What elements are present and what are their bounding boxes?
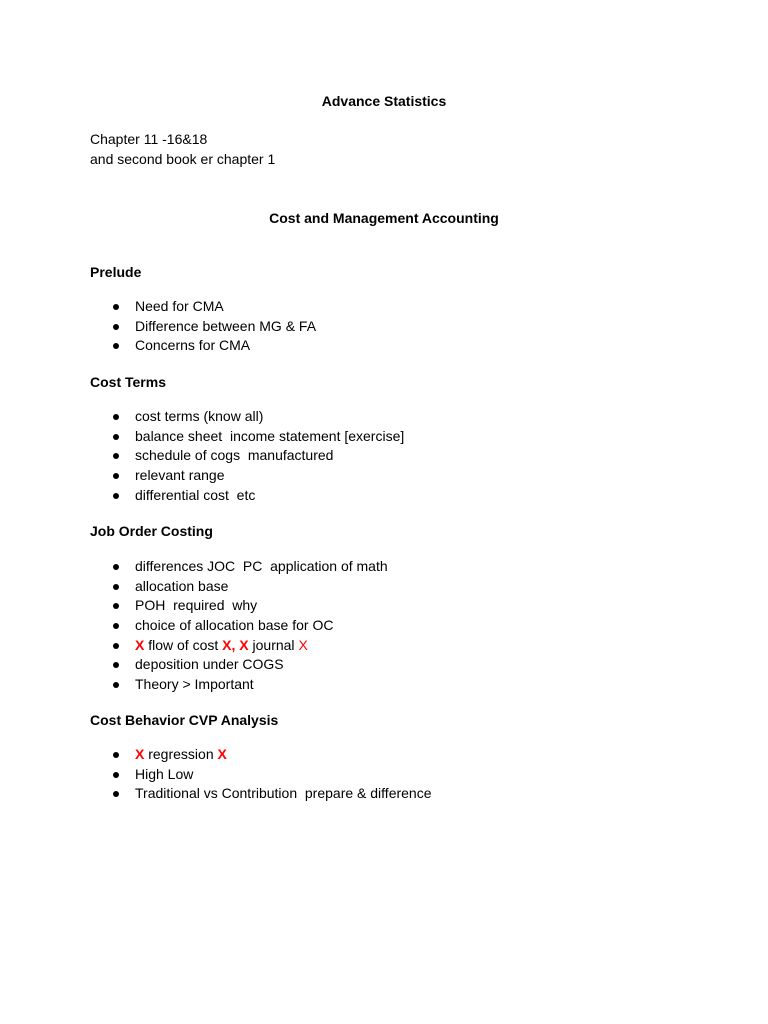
bullet-icon xyxy=(113,662,119,668)
subject-title: Cost and Management Accounting xyxy=(269,210,499,226)
bullet-icon xyxy=(113,493,119,499)
list-item-text: deposition under COGS xyxy=(135,656,284,673)
list-item-text: allocation base xyxy=(135,577,229,594)
bullet-icon xyxy=(113,603,119,609)
list-item-text: balance sheet income statement [exercise] xyxy=(135,427,405,444)
bullet-icon xyxy=(113,304,119,310)
chapters-line-1: Chapter 11 -16&18 xyxy=(90,131,208,147)
list-item-text: High Low xyxy=(135,765,194,782)
bullet-icon xyxy=(113,414,119,420)
bullet-icon xyxy=(113,643,119,649)
bullet-icon xyxy=(113,434,119,440)
list-item-text xyxy=(135,636,308,656)
bullet-icon xyxy=(113,623,119,629)
list-item-text: differential cost etc xyxy=(135,486,256,503)
list-item-text: Theory > Important xyxy=(135,676,254,693)
bullet-icon xyxy=(113,324,119,330)
list-item-text: Concerns for CMA xyxy=(135,337,251,354)
list-item-text: Difference between MG & FA xyxy=(135,317,317,334)
bullet-icon xyxy=(113,791,119,797)
list-item-text: differences JOC PC application of math xyxy=(135,558,388,574)
list-item-text: choice of allocation base for OC xyxy=(135,617,334,634)
bullet-icon xyxy=(113,473,119,479)
list-item-text: Need for CMA xyxy=(135,298,224,314)
list-item-text: cost terms (know all) xyxy=(135,408,264,424)
bullet-icon xyxy=(113,453,119,459)
document-title: Advance Statistics xyxy=(321,93,447,109)
list-item-text: schedule of cogs manufactured xyxy=(135,447,334,464)
section-heading-job-order-costing: Job Order Costing xyxy=(90,523,213,539)
x-mark: X xyxy=(298,636,308,653)
flow-text: flow of cost xyxy=(144,636,223,653)
list-item-text: POH required why xyxy=(135,597,258,614)
x-mark: X xyxy=(217,746,227,762)
section-heading-cost-behavior: Cost Behavior CVP Analysis xyxy=(90,712,279,728)
section-heading-prelude: Prelude xyxy=(90,264,142,280)
bullet-icon xyxy=(113,584,119,590)
x-mark: X xyxy=(135,746,145,762)
bullet-icon xyxy=(113,752,119,758)
journal-text: journal xyxy=(248,636,299,653)
list-item-text: Traditional vs Contribution prepare & difference xyxy=(135,785,432,802)
list-item-text xyxy=(135,745,227,765)
chapters-line-2: and second book er chapter 1 xyxy=(90,151,276,167)
bullet-icon xyxy=(113,772,119,778)
x-mark: X xyxy=(135,636,145,653)
bullet-icon xyxy=(113,682,119,688)
regression-text: regression xyxy=(144,746,218,762)
section-heading-cost-terms: Cost Terms xyxy=(90,374,166,390)
list-item-text: relevant range xyxy=(135,467,225,484)
x-mark: X, X xyxy=(222,636,249,653)
bullet-icon xyxy=(113,564,119,570)
bullet-icon xyxy=(113,343,119,349)
